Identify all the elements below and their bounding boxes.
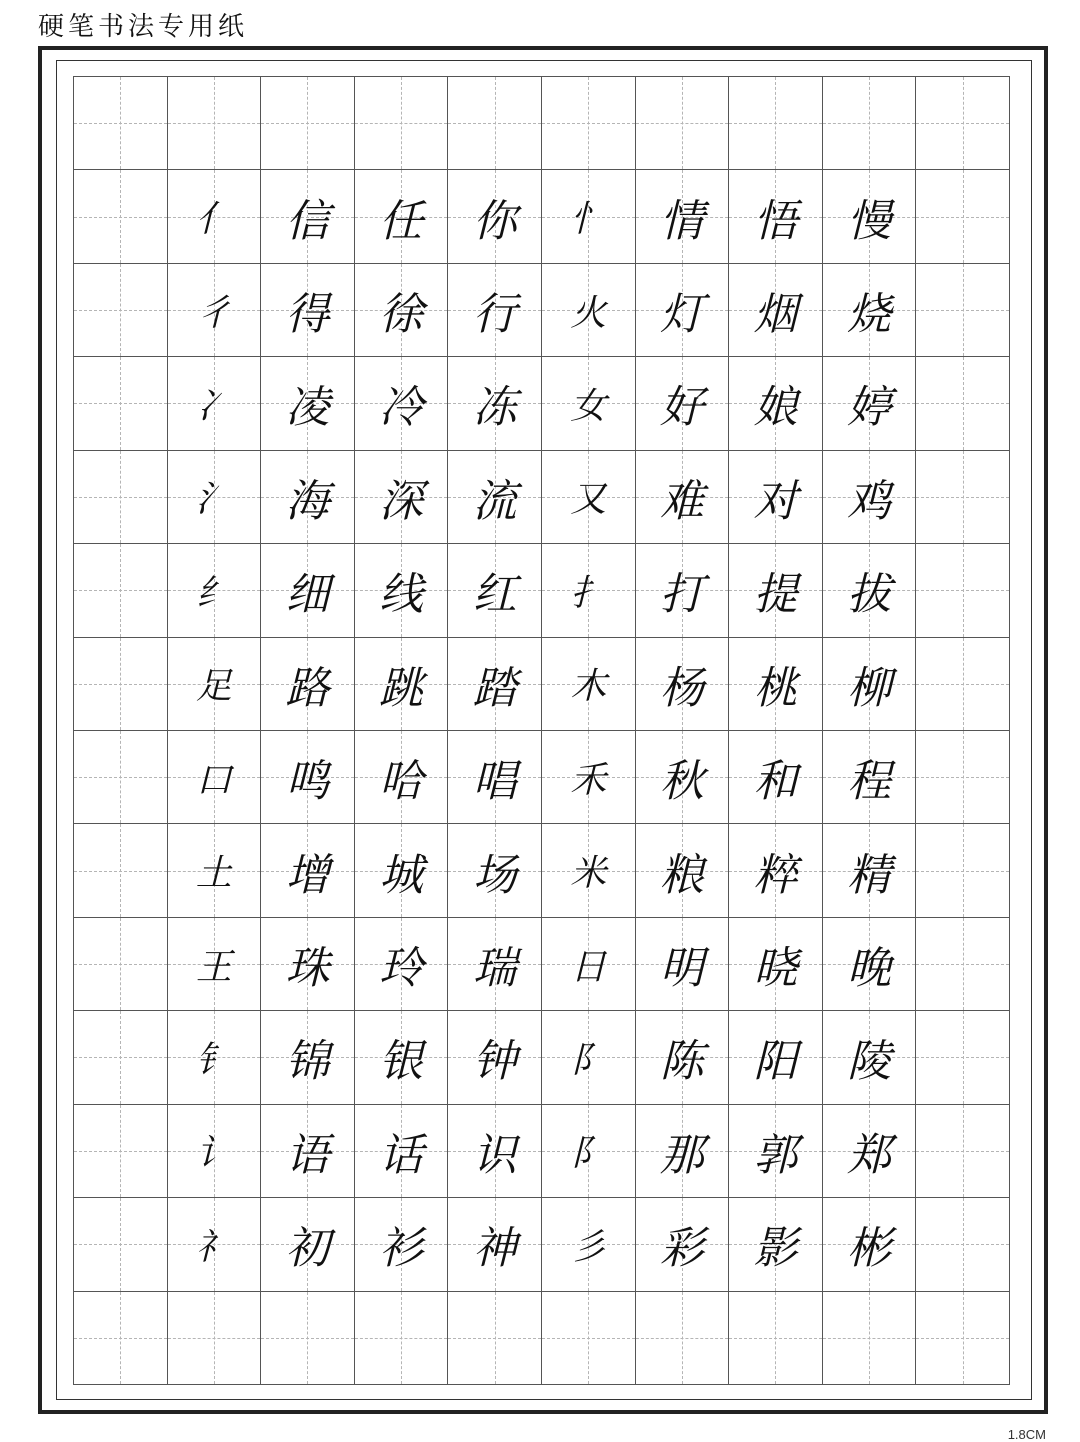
grid-cell	[916, 918, 1010, 1011]
practice-character: 陵	[847, 1036, 892, 1088]
practice-character: 影	[753, 1223, 798, 1275]
grid-cell	[916, 451, 1010, 544]
grid-cell	[823, 170, 917, 263]
grid-cell	[729, 451, 823, 544]
grid-cell	[261, 1105, 355, 1198]
grid-cell	[542, 77, 636, 170]
grid-cell	[448, 824, 542, 917]
grid-cell	[261, 1292, 355, 1385]
grid-cell	[355, 1011, 449, 1104]
grid-cell	[168, 1198, 262, 1291]
grid-cell	[729, 357, 823, 450]
sheet-title: 硬笔书法专用纸	[38, 12, 249, 42]
practice-character: 明	[659, 943, 704, 995]
practice-character: 玲	[379, 943, 424, 995]
grid-cell	[74, 1292, 168, 1385]
grid-cell	[261, 824, 355, 917]
practice-character: 衫	[379, 1223, 424, 1275]
grid-cell	[542, 918, 636, 1011]
cell-size-label: 1.8CM	[1007, 1427, 1046, 1442]
practice-character: 秋	[659, 756, 704, 808]
grid-cell	[74, 77, 168, 170]
grid-cell	[261, 731, 355, 824]
practice-character: 话	[379, 1129, 424, 1181]
grid-cell	[74, 170, 168, 263]
grid-cell	[916, 731, 1010, 824]
practice-character: 晓	[753, 943, 798, 995]
grid-cell	[636, 544, 730, 637]
radical-character: 木	[570, 666, 607, 708]
grid-cell	[823, 357, 917, 450]
radical-character: 纟	[195, 572, 232, 614]
practice-character: 唱	[472, 756, 517, 808]
grid-cell	[542, 451, 636, 544]
grid-cell	[823, 1105, 917, 1198]
grid-cell	[542, 638, 636, 731]
grid-cell	[168, 77, 262, 170]
radical-character: 扌	[570, 572, 607, 614]
grid-cell	[168, 1105, 262, 1198]
practice-character: 城	[379, 849, 424, 901]
practice-character: 慢	[847, 195, 892, 247]
grid-cell	[823, 264, 917, 357]
grid-cell	[542, 731, 636, 824]
grid-cell	[636, 1198, 730, 1291]
practice-character: 程	[847, 756, 892, 808]
radical-character: 女	[570, 385, 607, 427]
grid-cell	[74, 451, 168, 544]
grid-cell	[916, 77, 1010, 170]
grid-cell	[636, 731, 730, 824]
grid-cell	[729, 1292, 823, 1385]
grid-cell	[823, 451, 917, 544]
practice-character: 哈	[379, 756, 424, 808]
grid-cell	[636, 1292, 730, 1385]
grid-cell	[355, 544, 449, 637]
radical-character: 阝	[570, 1133, 607, 1175]
grid-cell	[168, 357, 262, 450]
practice-character: 鸡	[847, 475, 892, 527]
grid-cell	[355, 451, 449, 544]
grid-cell	[916, 1292, 1010, 1385]
grid-cell	[729, 1198, 823, 1291]
practice-character: 提	[753, 569, 798, 621]
practice-character: 烧	[847, 289, 892, 341]
grid-cell	[261, 77, 355, 170]
grid-cell	[916, 170, 1010, 263]
practice-character: 你	[472, 195, 517, 247]
grid-cell	[448, 1011, 542, 1104]
grid-cell	[729, 544, 823, 637]
grid-cell	[448, 544, 542, 637]
practice-character: 打	[659, 569, 704, 621]
grid-cell	[916, 1198, 1010, 1291]
grid-cell	[448, 1105, 542, 1198]
practice-character: 踏	[472, 662, 517, 714]
grid-cell	[542, 357, 636, 450]
practice-character: 情	[659, 195, 704, 247]
practice-character: 凌	[285, 382, 330, 434]
radical-character: 火	[570, 292, 607, 334]
practice-character: 场	[472, 849, 517, 901]
grid-cell	[448, 731, 542, 824]
radical-character: 氵	[195, 479, 232, 521]
grid-cell	[823, 824, 917, 917]
grid-cell	[916, 1011, 1010, 1104]
grid-cell	[168, 918, 262, 1011]
grid-cell	[916, 357, 1010, 450]
grid-cell	[355, 264, 449, 357]
grid-cell	[168, 544, 262, 637]
radical-character: 亻	[195, 199, 232, 241]
radical-character: 足	[195, 666, 232, 708]
grid-cell	[355, 824, 449, 917]
grid-cell	[636, 824, 730, 917]
grid-cell	[261, 264, 355, 357]
practice-character: 冻	[472, 382, 517, 434]
practice-character: 精	[847, 849, 892, 901]
practice-character: 彩	[659, 1223, 704, 1275]
grid-cell	[916, 264, 1010, 357]
grid-cell	[168, 638, 262, 731]
practice-character: 珠	[285, 943, 330, 995]
radical-character: 彡	[570, 1226, 607, 1268]
grid-cell	[355, 731, 449, 824]
grid-cell	[729, 638, 823, 731]
grid-cell	[448, 638, 542, 731]
practice-character: 得	[285, 289, 330, 341]
grid-cell	[168, 170, 262, 263]
practice-character: 跳	[379, 662, 424, 714]
practice-character: 银	[379, 1036, 424, 1088]
grid-cell	[355, 1198, 449, 1291]
grid-cell	[74, 1198, 168, 1291]
grid-cell	[823, 1011, 917, 1104]
grid-cell	[355, 357, 449, 450]
practice-character: 粹	[753, 849, 798, 901]
practice-character: 和	[753, 756, 798, 808]
grid-cell	[729, 264, 823, 357]
practice-character: 对	[753, 475, 798, 527]
grid-cell	[448, 264, 542, 357]
grid-cell	[542, 170, 636, 263]
grid-cell	[542, 264, 636, 357]
grid-cell	[448, 357, 542, 450]
grid-cell	[168, 1011, 262, 1104]
practice-character: 信	[285, 195, 330, 247]
grid-cell	[261, 918, 355, 1011]
grid-cell	[823, 638, 917, 731]
grid-cell	[448, 170, 542, 263]
practice-character: 悟	[753, 195, 798, 247]
practice-character: 深	[379, 475, 424, 527]
practice-character: 任	[379, 195, 424, 247]
grid-cell	[74, 1011, 168, 1104]
grid-cell	[168, 731, 262, 824]
grid-cell	[74, 824, 168, 917]
grid-cell	[74, 357, 168, 450]
grid-cell	[542, 1011, 636, 1104]
grid-cell	[261, 544, 355, 637]
grid-cell	[261, 1198, 355, 1291]
radical-character: 又	[570, 479, 607, 521]
grid-cell	[168, 824, 262, 917]
grid-cell	[74, 918, 168, 1011]
radical-character: 礻	[195, 1226, 232, 1268]
grid-cell	[448, 1198, 542, 1291]
grid-cell	[916, 544, 1010, 637]
grid-cell	[636, 264, 730, 357]
grid-cell	[729, 918, 823, 1011]
practice-character: 娘	[753, 382, 798, 434]
practice-character: 海	[285, 475, 330, 527]
practice-character: 语	[285, 1129, 330, 1181]
practice-character: 粮	[659, 849, 704, 901]
grid-cell	[542, 1105, 636, 1198]
radical-character: 忄	[570, 199, 607, 241]
grid-cell	[168, 1292, 262, 1385]
practice-character: 阳	[753, 1036, 798, 1088]
practice-character: 红	[472, 569, 517, 621]
grid-cell	[636, 77, 730, 170]
grid-cell	[729, 1011, 823, 1104]
grid-cell	[74, 638, 168, 731]
practice-character: 杨	[659, 662, 704, 714]
grid-cell	[823, 77, 917, 170]
practice-character: 流	[472, 475, 517, 527]
grid-cell	[355, 170, 449, 263]
practice-character: 神	[472, 1223, 517, 1275]
grid-cell	[542, 1198, 636, 1291]
grid-cell	[729, 170, 823, 263]
grid-cell	[636, 357, 730, 450]
grid-cell	[261, 638, 355, 731]
practice-character: 难	[659, 475, 704, 527]
practice-grid	[73, 76, 1010, 1385]
grid-cell	[636, 1011, 730, 1104]
grid-cell	[729, 731, 823, 824]
grid-cell	[261, 170, 355, 263]
practice-character: 初	[285, 1223, 330, 1275]
grid-cell	[448, 77, 542, 170]
grid-cell	[729, 77, 823, 170]
grid-cell	[916, 1105, 1010, 1198]
practice-character: 锦	[285, 1036, 330, 1088]
grid-cell	[355, 1105, 449, 1198]
grid-cell	[168, 451, 262, 544]
grid-cell	[448, 451, 542, 544]
grid-cell	[823, 1198, 917, 1291]
radical-character: 钅	[195, 1039, 232, 1081]
radical-character: 土	[195, 853, 232, 895]
grid-cell	[916, 824, 1010, 917]
practice-character: 彬	[847, 1223, 892, 1275]
practice-character: 识	[472, 1129, 517, 1181]
radical-character: 禾	[570, 759, 607, 801]
grid-cell	[636, 170, 730, 263]
radical-character: 王	[195, 946, 232, 988]
practice-character: 钟	[472, 1036, 517, 1088]
practice-character: 细	[285, 569, 330, 621]
practice-character: 拔	[847, 569, 892, 621]
grid-cell	[823, 544, 917, 637]
practice-character: 婷	[847, 382, 892, 434]
practice-character: 鸣	[285, 756, 330, 808]
radical-character: 冫	[195, 385, 232, 427]
practice-character: 烟	[753, 289, 798, 341]
practice-character: 郑	[847, 1129, 892, 1181]
practice-character: 冷	[379, 382, 424, 434]
grid-cell	[448, 1292, 542, 1385]
grid-cell	[636, 1105, 730, 1198]
practice-character: 路	[285, 662, 330, 714]
practice-character: 晚	[847, 943, 892, 995]
practice-character: 灯	[659, 289, 704, 341]
grid-cell	[729, 1105, 823, 1198]
practice-character: 桃	[753, 662, 798, 714]
practice-character: 线	[379, 569, 424, 621]
grid-cell	[636, 638, 730, 731]
grid-cell	[168, 264, 262, 357]
grid-cell	[823, 918, 917, 1011]
grid-cell	[542, 544, 636, 637]
radical-character: 阝	[570, 1039, 607, 1081]
practice-character: 行	[472, 289, 517, 341]
practice-character: 增	[285, 849, 330, 901]
grid-cell	[74, 544, 168, 637]
grid-cell	[542, 1292, 636, 1385]
practice-character: 瑞	[472, 943, 517, 995]
radical-character: 口	[195, 759, 232, 801]
grid-cell	[355, 918, 449, 1011]
grid-cell	[355, 1292, 449, 1385]
practice-character: 陈	[659, 1036, 704, 1088]
grid-cell	[261, 1011, 355, 1104]
grid-cell	[261, 357, 355, 450]
grid-cell	[916, 638, 1010, 731]
grid-cell	[261, 451, 355, 544]
radical-character: 讠	[195, 1133, 232, 1175]
grid-cell	[823, 1292, 917, 1385]
grid-cell	[542, 824, 636, 917]
grid-cell	[74, 731, 168, 824]
radical-character: 日	[570, 946, 607, 988]
grid-cell	[74, 1105, 168, 1198]
grid-cell	[355, 638, 449, 731]
radical-character: 彳	[195, 292, 232, 334]
radical-character: 米	[570, 853, 607, 895]
grid-cell	[74, 264, 168, 357]
practice-character: 郭	[753, 1129, 798, 1181]
practice-character: 徐	[379, 289, 424, 341]
practice-character: 好	[659, 382, 704, 434]
practice-character: 柳	[847, 662, 892, 714]
practice-character: 那	[659, 1129, 704, 1181]
grid-cell	[636, 451, 730, 544]
grid-cell	[355, 77, 449, 170]
grid-cell	[823, 731, 917, 824]
grid-cell	[636, 918, 730, 1011]
grid-cell	[448, 918, 542, 1011]
grid-cell	[729, 824, 823, 917]
